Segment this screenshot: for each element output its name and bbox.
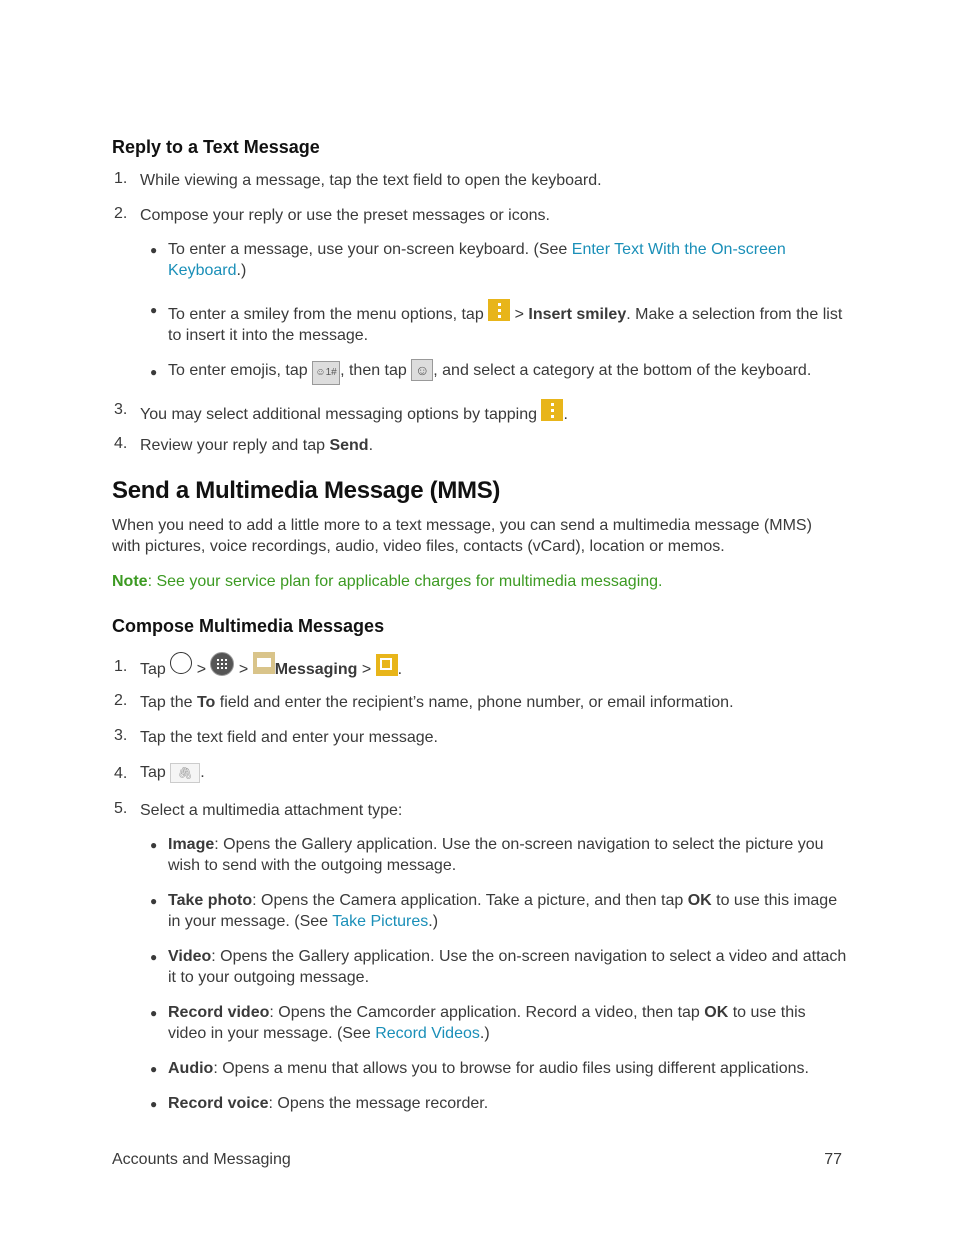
step-number: 4. [114,435,128,452]
bullet-text [168,1093,848,1114]
apps-icon [210,652,234,676]
bullet-text-part: To enter a smiley from the menu options, tap [168,306,489,323]
bullet-text [168,890,848,932]
step-text: Compose your reply or use the preset messages or icons. [140,207,550,224]
heading-send-mms: Send a Multimedia Message (MMS) [112,477,501,504]
bullet-dot: ● [150,243,158,257]
bullet-text [168,299,848,346]
note-label: Note [112,573,148,590]
bullet-dot: ● [150,838,158,852]
step-number: 5. [114,800,128,817]
step-text-part: field and enter the recipient’s name, phone number, or email information. [215,694,734,711]
step-text-part: . [397,661,403,678]
footer-page-number: 77 [824,1151,842,1168]
messaging-icon [253,652,275,674]
step-text-part: > [192,661,211,678]
step-text: Tap the text field and enter your message. [140,729,438,746]
step-number: 1. [114,170,128,187]
link-record-videos[interactable]: Record Videos [375,1025,480,1042]
menu-icon [488,299,510,321]
bullet-text-part: : Opens the Gallery application. Use the on-screen navigation to select a video and attach it to your outgoing message. [168,948,847,986]
bullet-text-part: , and select a category at the bottom of the keyboard. [433,362,812,379]
option-record-voice: Record voice [168,1095,269,1112]
bullet-text-part: to use this video in your message. (See [168,1004,806,1042]
link-take-pictures[interactable]: Take Pictures [332,913,429,930]
bullet-text-part: .) [236,262,247,279]
to-label: To [196,694,216,711]
compose-icon [376,654,398,676]
ok-label: OK [687,892,712,909]
bullet-text-part: To enter emojis, tap [168,362,313,379]
step-number: 4. [114,765,128,782]
step-text-part: > [357,661,376,678]
bullet-text [168,834,848,876]
link-enter-text[interactable]: Enter Text With the On-screen Keyboard [168,241,786,279]
insert-smiley-label: Insert smiley [528,306,627,323]
bullet-text-part: : Opens the Camera application. Take a picture, and then tap [252,892,688,909]
step-text-part: . [200,764,205,781]
step-text-part: You may select additional messaging options by tapping [140,406,542,423]
step-text-part: Tap the [140,694,197,711]
bullet-dot: ● [150,1062,158,1076]
messaging-label: Messaging [274,661,358,678]
menu-icon [541,399,563,421]
bullet-text-part: : Opens the message recorder. [268,1095,489,1112]
send-label: Send [329,437,369,454]
bullet-dot: ● [150,1097,158,1111]
emoji-keyboard-icon: ☺1# [312,361,340,385]
attach-icon: 🖇 [170,763,200,783]
bullet-dot: ● [150,303,158,317]
option-audio: Audio [168,1060,214,1077]
bullet-text [168,239,848,281]
step-text [140,692,850,713]
step-text-part: Tap [140,764,171,781]
step-number: 2. [114,692,128,709]
smiley-icon: ☺ [411,359,433,381]
note-paragraph [112,571,842,592]
bullet-text-part: . Make a selection from the list to insert it into the message. [168,306,843,344]
bullet-text [168,1058,848,1079]
bullet-text [168,946,848,988]
step-number: 2. [114,205,128,222]
home-icon [170,652,192,674]
bullet-text-part: : Opens a menu that allows you to browse for audio files using different applications. [213,1060,809,1077]
step-text: Select a multimedia attachment type: [140,802,403,819]
heading-reply-text: Reply to a Text Message [112,137,320,157]
step-text-part: Tap [140,661,171,678]
note-text: : See your service plan for applicable charges for multimedia messaging. [147,573,663,590]
footer-section-title: Accounts and Messaging [112,1151,291,1168]
step-text: While viewing a message, tap the text field to open the keyboard. [140,172,602,189]
option-record-video: Record video [168,1004,270,1021]
bullet-text-part: .) [479,1025,490,1042]
step-text-part: Review your reply and tap [140,437,330,454]
step-number: 3. [114,401,128,418]
heading-compose-mms: Compose Multimedia Messages [112,616,385,636]
bullet-dot: ● [150,1006,158,1020]
step-text [140,399,850,425]
bullet-text-part: to use this image in your message. (See [168,892,838,930]
step-text-part: . [368,437,374,454]
bullet-text-part: .) [428,913,439,930]
step-text [140,652,850,683]
step-text [140,762,850,783]
bullet-dot: ● [150,365,158,379]
intro-paragraph: When you need to add a little more to a text message, you can send a multimedia message (MMS) with pictures, voice recordings, audio, video files, contacts (vCard), location or memos. [112,517,812,555]
bullet-text-part: To enter a message, use your on-screen keyboard. (See [168,241,572,258]
step-text-part: . [563,406,568,423]
bullet-text [168,1002,848,1044]
step-text-part: > [234,661,253,678]
bullet-dot: ● [150,950,158,964]
option-image: Image [168,836,215,853]
bullet-text-part: : Opens the Camcorder application. Record a video, then tap [269,1004,705,1021]
bullet-text-part: > [510,306,529,323]
ok-label: OK [704,1004,729,1021]
option-take-photo: Take photo [168,892,253,909]
step-number: 3. [114,727,128,744]
bullet-text-part: : Opens the Gallery application. Use the on-screen navigation to select the picture you wish to send with the outgoing message. [168,836,824,874]
option-video: Video [168,948,212,965]
bullet-text [168,358,848,385]
step-text [140,435,850,456]
bullet-text-part: , then tap [340,362,412,379]
step-number: 1. [114,658,128,675]
bullet-dot: ● [150,894,158,908]
